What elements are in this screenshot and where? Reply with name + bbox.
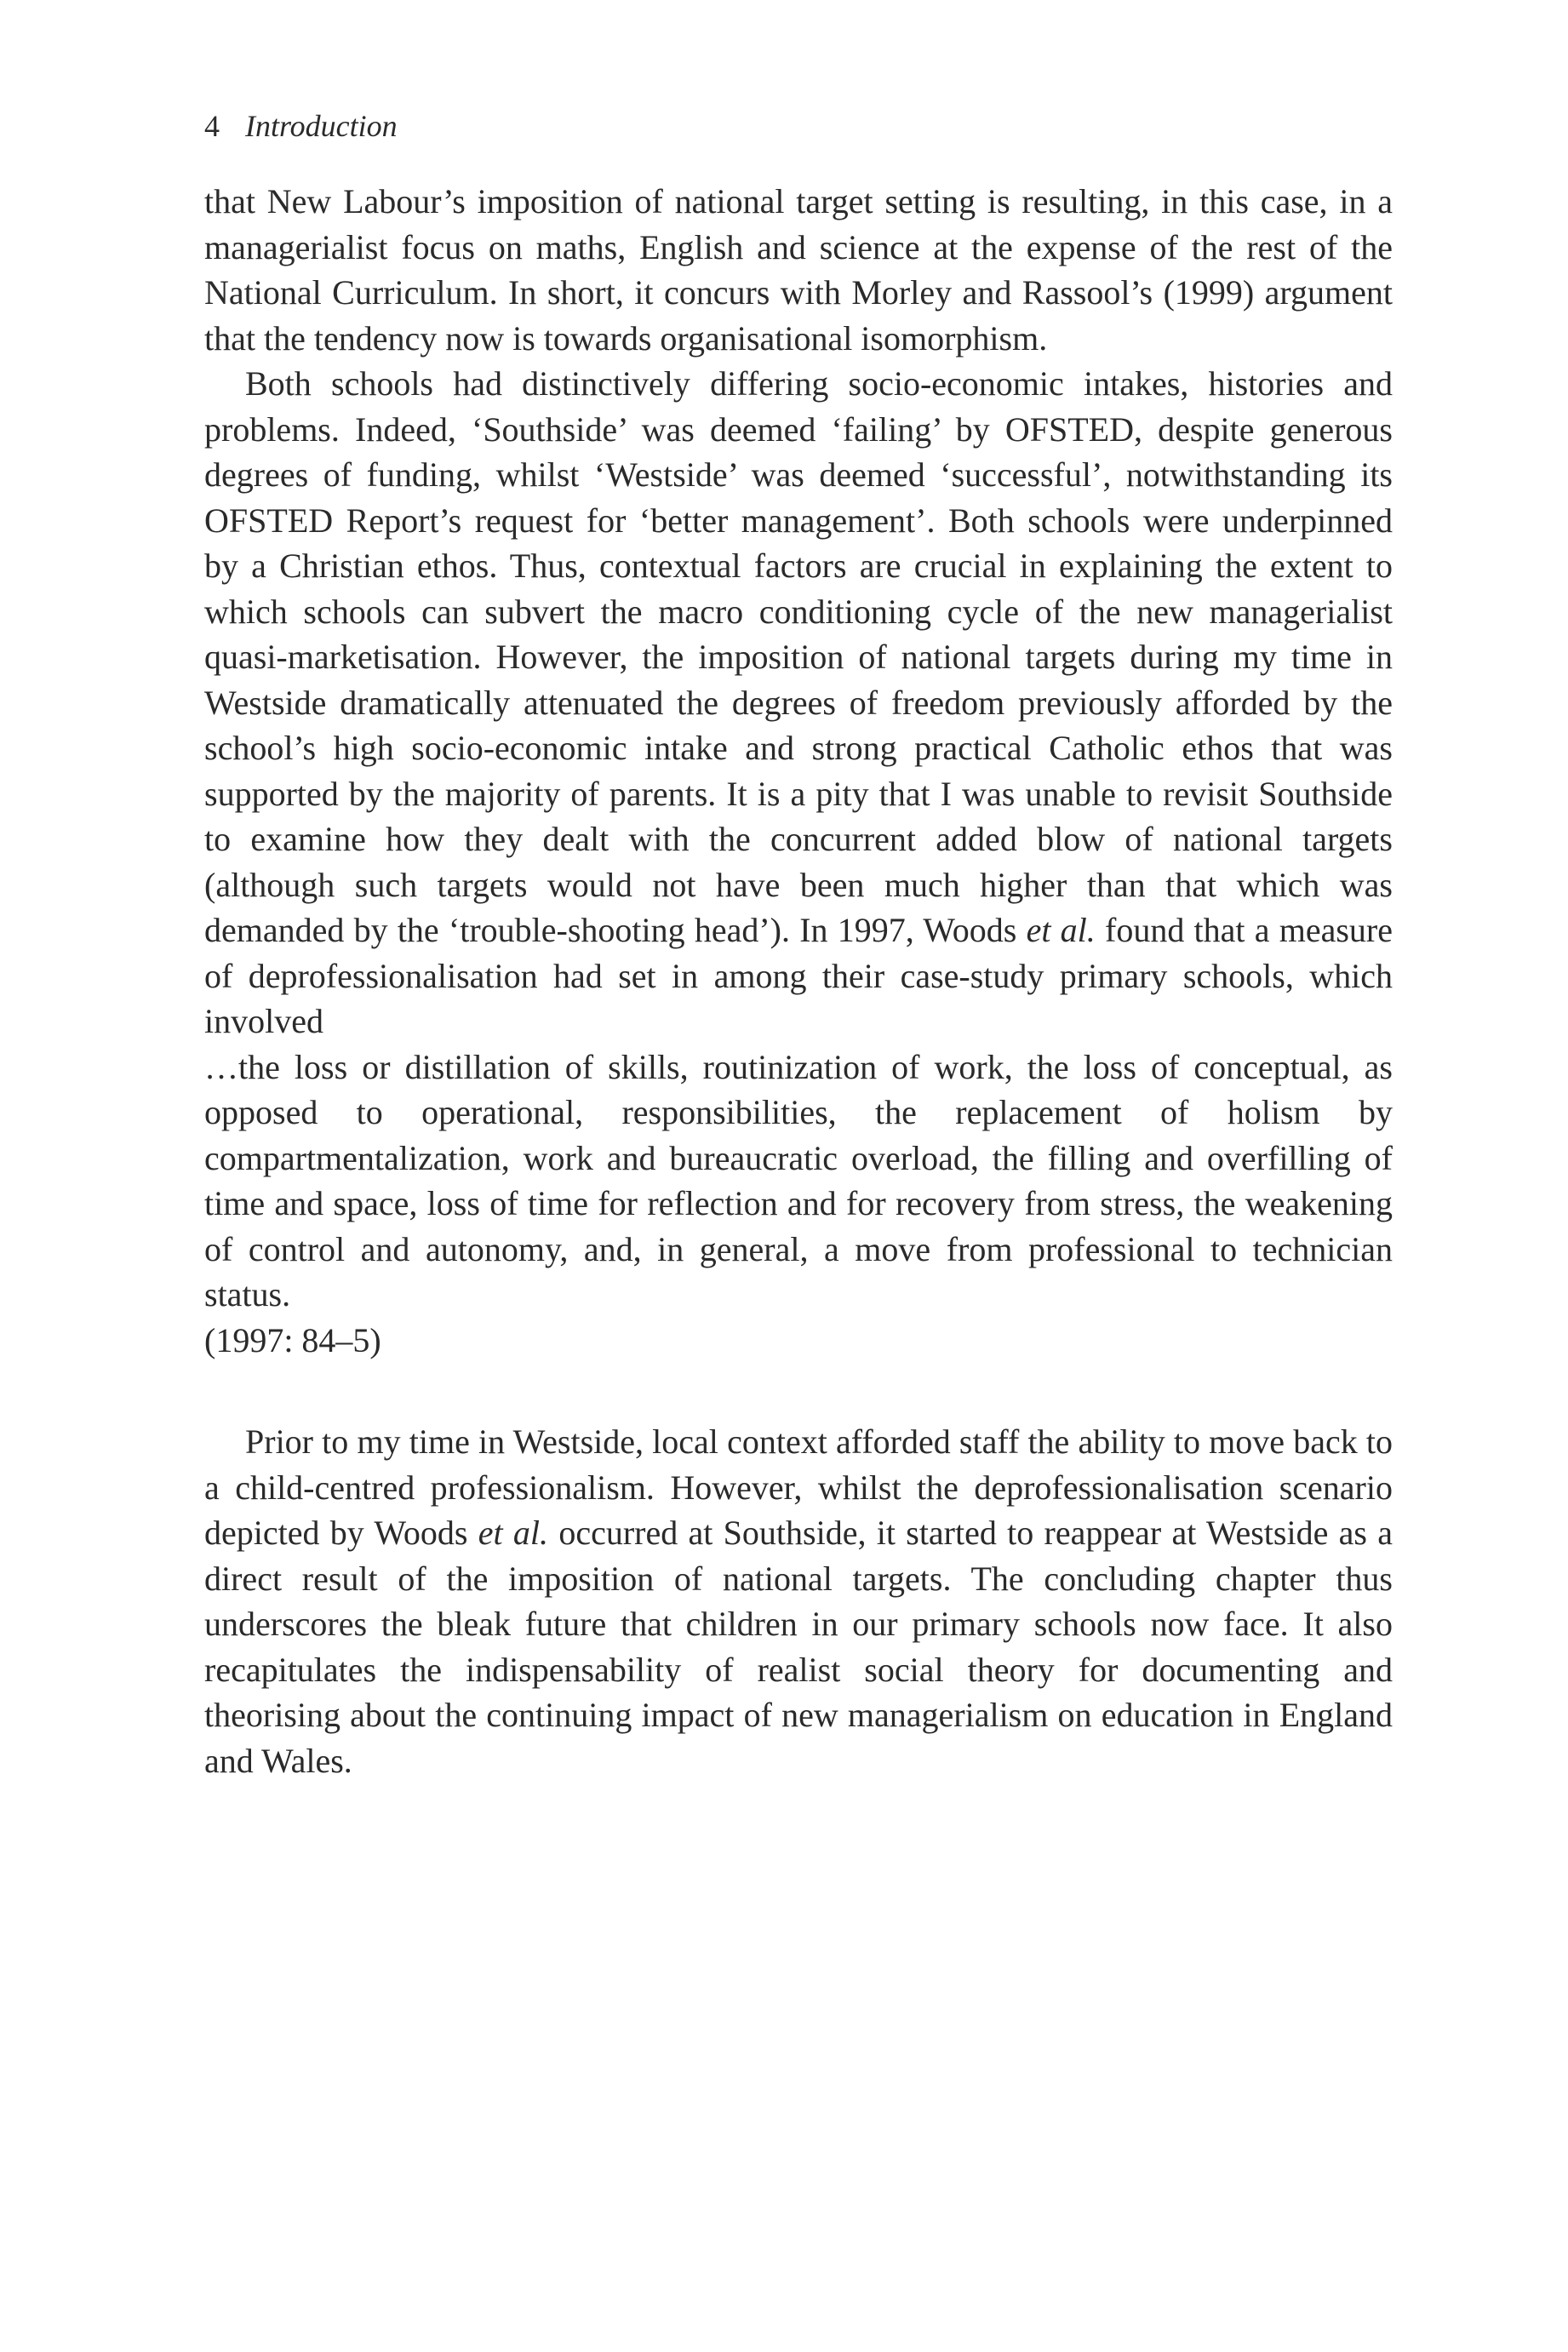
paragraph-3-et-al: et al.: [478, 1514, 549, 1552]
page-number: 4: [204, 109, 220, 143]
paragraph-1: that New Labour’s imposition of national target setting is resulting, in this case, in a managerialist focus on maths, English and science at the expense of the rest of the National Curriculum. In short, it concurs with Morley and Rassool’s (1999) argument that the tendency now is towards organisational isomorphism.: [204, 182, 1393, 358]
paragraph-3-text-b: occurred at Southside, it started to reappear at Westside as a direct result of the imposition of national targets. The concluding chapter thus underscores the bleak future that children in our primary schools now face. It also recapitulates the indispensability of realist social theory for documenting and theorising about the continuing impact of new managerialism on education in England and Wales.: [204, 1514, 1393, 1780]
paragraph-3: [204, 1419, 1393, 1783]
paragraph-3-text-a: Prior to my time in Westside, local context afforded staff the ability to move back to a child-centred professionalism. However, whilst the deprofessionalisation scenario depicted by Woods: [204, 1422, 1393, 1552]
paragraph-2-et-al: et al.: [1026, 911, 1096, 949]
block-quote: …the loss or distillation of skills, routinization of work, the loss of conceptual, as opposed to operational, responsibilities, the replacement of holism by compartmentalization, work and bureaucratic overload, the filling and overfilling of time and space, loss of time for reflection and for recovery from stress, the weakening of control and autonomy, and, in general, a move from professional to technician status.: [204, 1047, 1393, 1313]
paragraph-2-text-a: Both schools had distinctively differing socio-economic intakes, histories and problems. Indeed, ‘Southside’ was deemed ‘failing’ by OFSTED, despite generous degrees of funding, whilst ‘Westside’ was deemed ‘successful’, notwithstanding its OFSTED Report’s request for ‘better management’. Both schools were underpinned by a Christian ethos. Thus, contextual factors are crucial in explaining the extent to which schools can subvert the macro conditioning cycle of the new managerialist quasi-marketisation. However, the imposition of national targets during my time in Westside dramatically attenuated the degrees of freedom previously afforded by the school’s high socio-economic intake and strong practical Catholic ethos that was supported by the majority of parents. It is a pity that I was unable to revisit Southside to examine how they dealt with the concurrent added blow of national targets (although such targets would not have been much higher than that which was demanded by the ‘trouble-shooting head’). In 1997, Woods: [204, 364, 1393, 949]
body-text: [204, 179, 1393, 1783]
quote-citation: (1997: 84–5): [204, 1320, 381, 1359]
chapter-title: Introduction: [245, 109, 398, 143]
paragraph-2-text-b: found that a measure of deprofessionalisation had set in among their case-study primary schools, which involved: [204, 911, 1393, 1040]
running-head: [204, 109, 398, 143]
paragraph-2: [204, 361, 1393, 1044]
